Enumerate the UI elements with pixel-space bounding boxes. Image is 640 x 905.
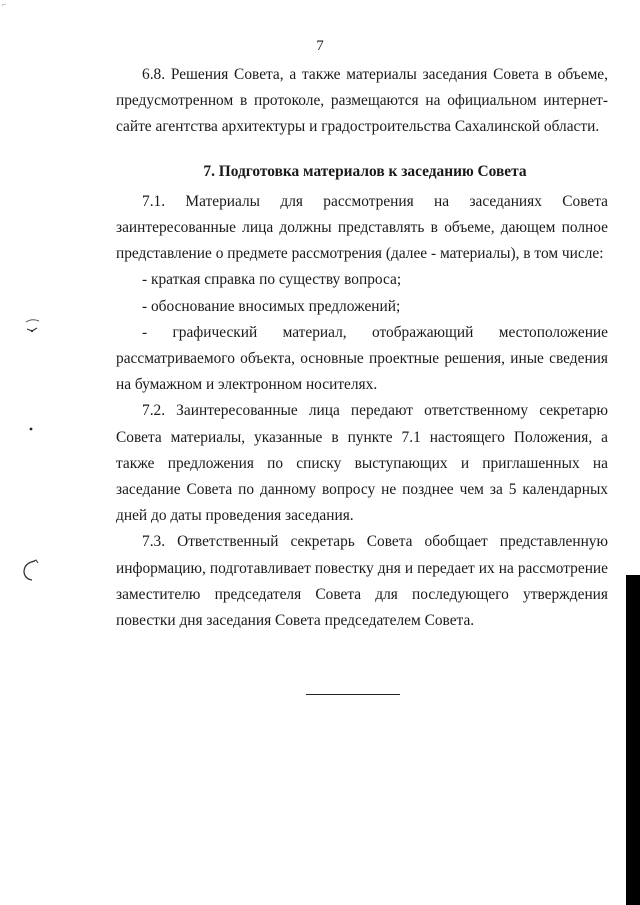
- section-heading-7: 7. Подготовка материалов к заседанию Совета: [203, 162, 527, 180]
- page-number: 7: [316, 38, 324, 54]
- scan-corner-mark: ⌐: [2, 0, 7, 9]
- paragraph-7-2: 7.2. Заинтересованные лица передают ответственному секретарю Совета материалы, указанные в пункте 7.1 настоящего Положения, а также предложения по списку выступающих и приглашенных на заседание Совета по данному вопросу не позднее чем за 5 календарных дней до даты проведения заседания.: [116, 402, 608, 525]
- scan-dot-icon: [28, 426, 34, 432]
- document-body: [116, 62, 608, 634]
- paragraph-7-3: 7.3. Ответственный секретарь Совета обобщает представленную информацию, подготавливает повестку дня и передает их на рассмотрение заместителю председателя Совета для последующего утверждения повестки дня заседания Совета председателем Совета.: [116, 533, 608, 630]
- list-item-summary: - краткая справка по существу вопроса;: [142, 271, 402, 289]
- end-of-text-rule: [306, 694, 400, 695]
- punch-hole-arc-icon: [20, 558, 42, 584]
- punch-hole-mark-icon: [22, 318, 44, 336]
- paragraph-6-8: 6.8. Решения Совета, а также материалы заседания Совета в объеме, предусмотренном в протоколе, размещаются на официальном интернет-сайте агентства архитектуры и градостроительства Сахалинской области.: [116, 66, 608, 136]
- list-item-justification: - обоснование вносимых предложений;: [142, 297, 401, 315]
- paragraph-7-1: 7.1. Материалы для рассмотрения на заседаниях Совета заинтересованные лица должны представлять в объеме, дающем полное представление о предмете рассмотрения (далее - материалы), в том числе:: [116, 192, 608, 263]
- scan-edge-bar: [626, 575, 640, 905]
- list-item-graphic-material: - графический материал, отображающий местоположение рассматриваемого объекта, основные проектные решения, иные сведения на бумажном и электронном носителях.: [116, 323, 608, 394]
